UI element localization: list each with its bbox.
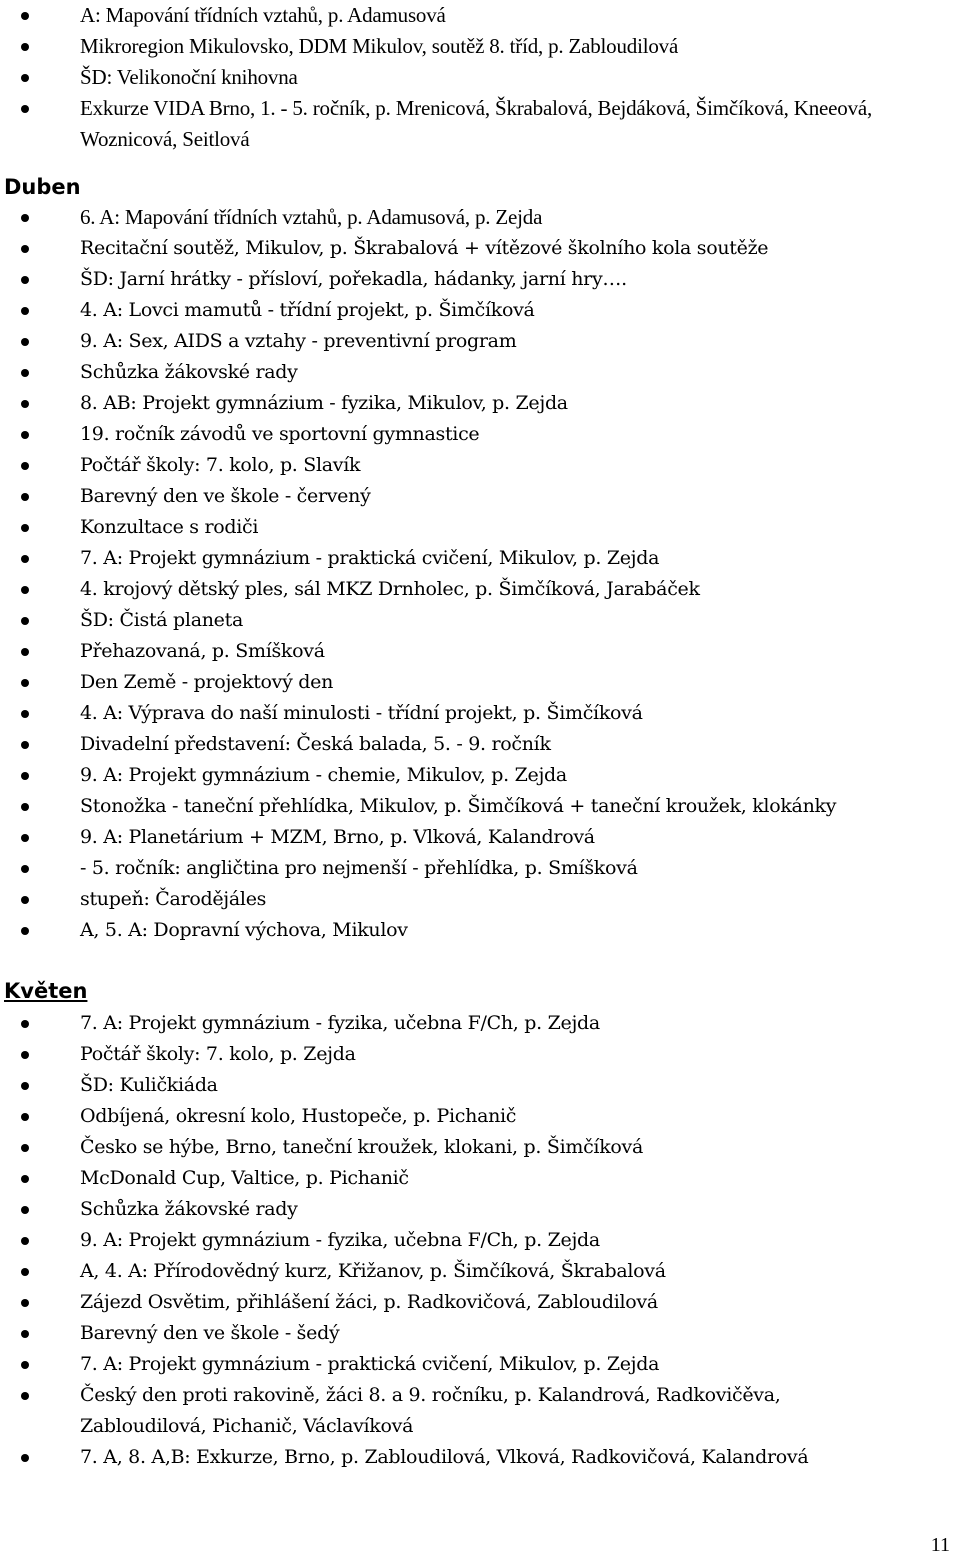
list-item: - 5. ročník: angličtina pro nejmenší - přehlídka, p. Smíšková [0, 853, 836, 884]
bullet-icon [21, 1237, 29, 1245]
list-item: Zájezd Osvětim, přihlášení žáci, p. Radkovičová, Zabloudilová [0, 1287, 880, 1318]
bullet-icon [21, 927, 29, 935]
bullet-icon [21, 493, 29, 501]
list-item: 19. ročník závodů ve sportovní gymnastice [0, 419, 836, 450]
list-item: Mikroregion Mikulovsko, DDM Mikulov, soutěž 8. tříd, p. Zabloudilová [0, 31, 880, 62]
bullet-icon [21, 400, 29, 408]
list-item: A: Mapování třídních vztahů, p. Adamusová [0, 0, 880, 31]
duben-event-list [0, 202, 836, 946]
bullet-icon [21, 710, 29, 718]
bullet-icon [21, 1082, 29, 1090]
bullet-icon [21, 1175, 29, 1183]
bullet-icon [21, 586, 29, 594]
bullet-icon [21, 555, 29, 563]
bullet-icon [21, 1268, 29, 1276]
list-item: Přehazovaná, p. Smíšková [0, 636, 836, 667]
list-item: Exkurze VIDA Brno, 1. - 5. ročník, p. Mrenicová, Škrabalová, Bejdáková, Šimčíková, Kneeová, Woznicová, Seitlová [0, 93, 880, 155]
list-item: Odbíjená, okresní kolo, Hustopeče, p. Pichanič [0, 1101, 880, 1132]
bullet-icon [21, 1330, 29, 1338]
list-item: 7. A: Projekt gymnázium - praktická cvičení, Mikulov, p. Zejda [0, 1349, 880, 1380]
bullet-icon [21, 1144, 29, 1152]
list-item: Barevný den ve škole - červený [0, 481, 836, 512]
list-item: Schůzka žákovské rady [0, 1194, 880, 1225]
bullet-icon [21, 369, 29, 377]
list-item: 7. A: Projekt gymnázium - praktická cvičení, Mikulov, p. Zejda [0, 543, 836, 574]
bullet-icon [21, 214, 29, 222]
list-item: ŠD: Kuličkiáda [0, 1070, 880, 1101]
list-item: 8. AB: Projekt gymnázium - fyzika, Mikulov, p. Zejda [0, 388, 836, 419]
list-item: 9. A: Planetárium + MZM, Brno, p. Vlková, Kalandrová [0, 822, 836, 853]
bullet-icon [21, 276, 29, 284]
list-item: Stonožka - taneční přehlídka, Mikulov, p. Šimčíková + taneční kroužek, klokánky [0, 791, 836, 822]
bullet-icon [21, 43, 29, 51]
page-number: 11 [930, 1534, 950, 1556]
list-item: 7. A, 8. A,B: Exkurze, Brno, p. Zabloudilová, Vlková, Radkovičová, Kalandrová [0, 1442, 880, 1473]
bullet-icon [21, 307, 29, 315]
kveten-event-list [0, 1008, 880, 1473]
bullet-icon [21, 462, 29, 470]
bullet-icon [21, 1206, 29, 1214]
list-item: stupeň: Čarodějáles [0, 884, 836, 915]
list-item: Počtář školy: 7. kolo, p. Zejda [0, 1039, 880, 1070]
list-item: Česko se hýbe, Brno, taneční kroužek, klokani, p. Šimčíková [0, 1132, 880, 1163]
section-heading-kveten: Květen [4, 979, 88, 1003]
list-item: ŠD: Čistá planeta [0, 605, 836, 636]
list-item: Konzultace s rodiči [0, 512, 836, 543]
bullet-icon [21, 524, 29, 532]
bullet-icon [21, 245, 29, 253]
list-item: Recitační soutěž, Mikulov, p. Škrabalová + vítězové školního kola soutěže [0, 233, 836, 264]
bullet-icon [21, 431, 29, 439]
list-item: 6. A: Mapování třídních vztahů, p. Adamusová, p. Zejda [0, 202, 836, 233]
list-item: McDonald Cup, Valtice, p. Pichanič [0, 1163, 880, 1194]
bullet-icon [21, 1454, 29, 1462]
list-item: 4. A: Výprava do naší minulosti - třídní projekt, p. Šimčíková [0, 698, 836, 729]
list-item: ŠD: Jarní hrátky - přísloví, pořekadla, hádanky, jarní hry…. [0, 264, 836, 295]
bullet-icon [21, 1361, 29, 1369]
bullet-icon [21, 741, 29, 749]
list-item: Schůzka žákovské rady [0, 357, 836, 388]
bullet-icon [21, 865, 29, 873]
list-item: 7. A: Projekt gymnázium - fyzika, učebna F/Ch, p. Zejda [0, 1008, 880, 1039]
bullet-icon [21, 834, 29, 842]
bullet-icon [21, 1299, 29, 1307]
bullet-icon [21, 896, 29, 904]
bullet-icon [21, 617, 29, 625]
list-item: 9. A: Sex, AIDS a vztahy - preventivní program [0, 326, 836, 357]
list-item: 4. A: Lovci mamutů - třídní projekt, p. Šimčíková [0, 295, 836, 326]
list-item: Den Země - projektový den [0, 667, 836, 698]
bullet-icon [21, 338, 29, 346]
bullet-icon [21, 105, 29, 113]
list-item: 9. A: Projekt gymnázium - fyzika, učebna F/Ch, p. Zejda [0, 1225, 880, 1256]
list-item: A, 4. A: Přírodovědný kurz, Křižanov, p. Šimčíková, Škrabalová [0, 1256, 880, 1287]
bullet-icon [21, 1113, 29, 1121]
bullet-icon [21, 74, 29, 82]
list-item: Barevný den ve škole - šedý [0, 1318, 880, 1349]
list-item: Počtář školy: 7. kolo, p. Slavík [0, 450, 836, 481]
list-item: ŠD: Velikonoční knihovna [0, 62, 880, 93]
bullet-icon [21, 679, 29, 687]
list-item: 4. krojový dětský ples, sál MKZ Drnholec, p. Šimčíková, Jarabáček [0, 574, 836, 605]
bullet-icon [21, 12, 29, 20]
list-item: Český den proti rakovině, žáci 8. a 9. ročníku, p. Kalandrová, Radkovičěva, Zabloudilová, Pichanič, Václavíková [0, 1380, 880, 1442]
list-item: 9. A: Projekt gymnázium - chemie, Mikulov, p. Zejda [0, 760, 836, 791]
bullet-icon [21, 803, 29, 811]
bullet-icon [21, 648, 29, 656]
top-event-list [0, 0, 880, 155]
section-heading-duben: Duben [4, 175, 81, 199]
list-item: A, 5. A: Dopravní výchova, Mikulov [0, 915, 836, 946]
bullet-icon [21, 772, 29, 780]
bullet-icon [21, 1392, 29, 1400]
list-item: Divadelní představení: Česká balada, 5. - 9. ročník [0, 729, 836, 760]
bullet-icon [21, 1051, 29, 1059]
bullet-icon [21, 1020, 29, 1028]
